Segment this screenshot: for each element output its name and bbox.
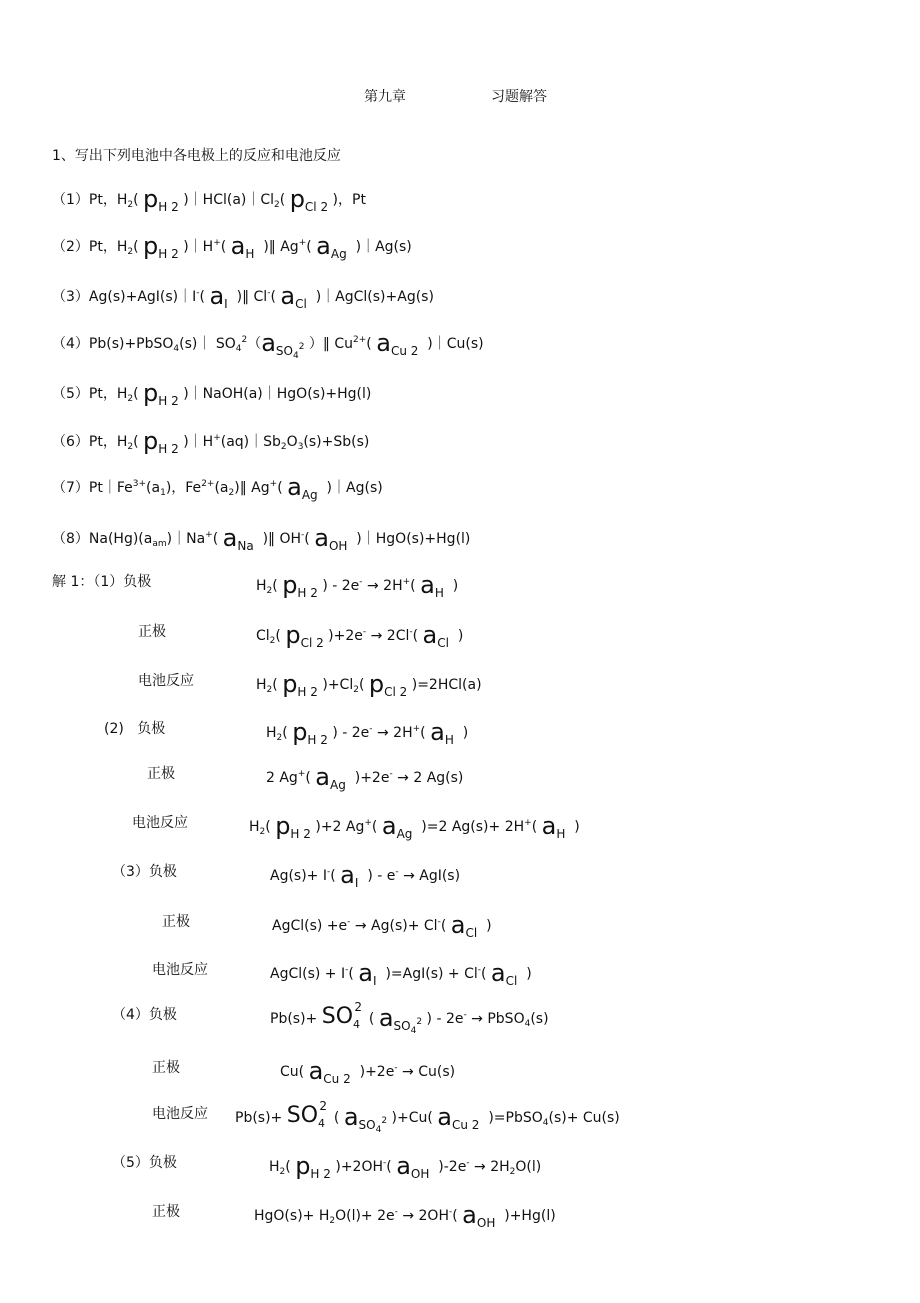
solution-3-anode: Ag(s)+ I-( aI ) - e- → AgI(s): [270, 861, 461, 890]
solution-4-overall-label: 电池反应: [152, 1106, 208, 1122]
cell-3: （3）Ag(s)+AgI(s)｜I-( aI )‖ Cl-( aCl )｜AgCl(s)+Ag(s): [52, 282, 434, 311]
solution-2-cathode: 2 Ag+( aAg )+2e- → 2 Ag(s): [266, 763, 464, 792]
solution-1-cathode-label: 正极: [138, 624, 166, 640]
section-title: 习题解答: [491, 89, 547, 105]
cell-7: $(7)Pt|Fe^{3+}(a_1)$，$Fe^{2+}(a_2)‖$ Ag+( aAg )｜Ag(s): [52, 473, 383, 502]
solution-2-anode: $H_2$( pH 2 ) - 2e- → 2H+( aH ): [266, 718, 469, 747]
solution-2-overall: $H_2$( pH 2 )+2 Ag+( aAg )=2 Ag(s)+ 2H+( aH ): [249, 812, 580, 841]
solution-2-overall-label: 电池反应: [132, 815, 188, 831]
solution-1-overall: $H_2$( pH 2 )$+Cl_2$( pCl 2 )=2HCl(a): [256, 670, 482, 699]
cell-5: （5）Pt，$H_2$( pH 2 )｜NaOH(a)｜HgO(s)+Hg(l): [52, 379, 372, 408]
solution-3-cathode: AgCl(s) +e- → Ag(s)+ Cl-( aCl ): [272, 911, 492, 940]
solution-4-cathode-label: 正极: [152, 1060, 180, 1076]
cell-6: （6）Pt，$H_2$( pH 2 )$|H^+(aq)|Sb_2O_3(s)+Sb(s)$: [52, 427, 370, 456]
solution-1-overall-label: 电池反应: [138, 673, 194, 689]
question-text: 1、写出下列电池中各电极上的反应和电池反应: [52, 148, 341, 164]
solution-2-cathode-label: 正极: [147, 766, 175, 782]
solution-3-cathode-label: 正极: [162, 914, 190, 930]
solution-4-overall: $Pb(s)+ SO_4$ 2 ( aSO$_4^2$ )+Cu( aCu 2 )=PbSO$_4$(s)+ Cu(s): [235, 1099, 620, 1135]
solution-1-anode: $H_2$( pH 2 ) - 2e- → 2H+( aH ): [256, 571, 459, 600]
chapter-title: 第九章: [364, 89, 406, 105]
cell-4: （4）Pb(s)+PbSO$_4$(s)｜ $SO_4^2(aSO_4^2$ ）‖ $Cu^{2+}$( aCu 2 )｜Cu(s): [52, 329, 484, 361]
cell-1: （1）Pt，$H_2$( pH 2 )$|HCl(a)|Cl_2$( pCl 2 )，Pt: [52, 185, 366, 214]
solution-5-anode: $H_2$( pH 2 )+2OH-( aOH )$-2e^- \to 2H_2O(l)$: [269, 1152, 542, 1181]
solution-5-cathode: $HgO(s)+ H_2O(l)+ 2e^- \to 2OH^-$( aOH )+Hg(l): [254, 1201, 556, 1230]
solution-4-cathode: Cu( aCu 2 )+2e- → Cu(s): [280, 1057, 456, 1086]
solution-1-label: 解 1：（1）负极: [52, 574, 152, 590]
solution-4-label: （4）负极: [112, 1007, 177, 1023]
cell-8: $(8)Na(Hg)(a_{am})|Na^+$( aNa )‖ OH-( aOH )｜HgO(s)+Hg(l): [52, 524, 471, 553]
solution-1-cathode: $Cl_2$( pCl 2 )+2e- → 2Cl-( aCl ): [256, 621, 464, 650]
cell-2: （2）Pt，$H_2$( pH 2 )｜H+( aH )‖ Ag+( aAg )｜Ag(s): [52, 232, 412, 261]
solution-5-cathode-label: 正极: [152, 1204, 180, 1220]
solution-5-label: （5）负极: [112, 1155, 177, 1171]
solution-2-label: (2) 负极: [104, 721, 166, 737]
solution-3-overall-label: 电池反应: [152, 962, 208, 978]
solution-4-anode: $Pb(s)+ SO_4$ 2 ( aSO$_4^2$ ) - 2e- → PbSO$_4$(s): [270, 1000, 549, 1036]
solution-3-label: （3）负极: [112, 864, 177, 880]
solution-3-overall: AgCl(s) + I-( aI )=AgI(s) + Cl-( aCl ): [270, 959, 532, 988]
